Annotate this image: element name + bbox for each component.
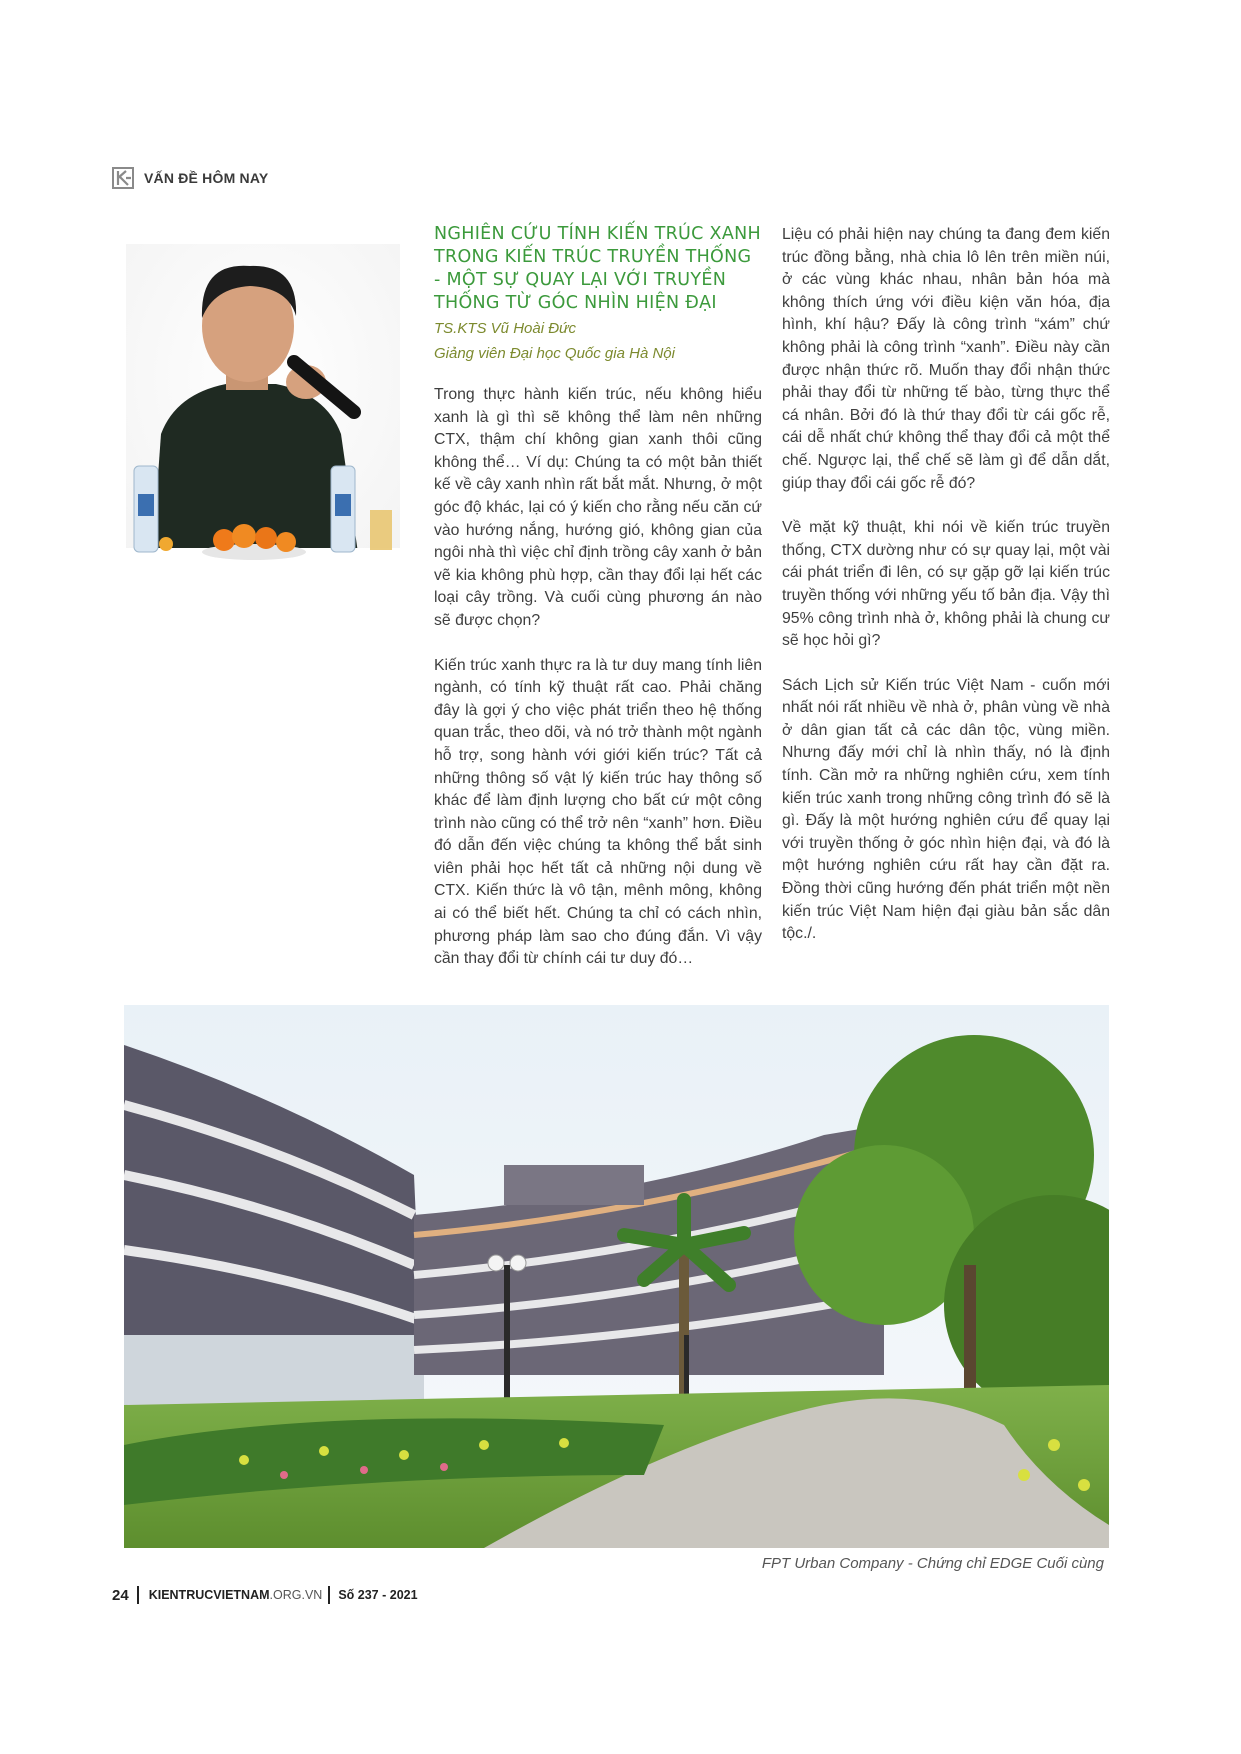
kt-logo-icon	[112, 167, 134, 189]
site-domain: .ORG.VN	[269, 1588, 323, 1602]
issue-number: Số 237 - 2021	[338, 1588, 418, 1602]
body-column-1	[434, 384, 762, 993]
paragraph: Liệu có phải hiện nay chúng ta đang đem kiến trúc đồng bằng, nhà chia lô lên trên miền núi, ở các vùng khác nhau, nhân bản hóa mà không thích ứng với điều kiện văn hóa, địa hình, khí hậu? Đấy là công trình “xám” chứ không phải là công trình “xanh”. Điều này cần được nhận thức rõ. Muốn thay đổi nhận thức phải thay đổi từ những tế bào, từng thực thể cá nhân. Bởi đó là thứ thay đổi từ cái gốc rễ, cái dễ nhất chứ không thể thay đổi cả một thể chế. Ngược lại, thể chế sẽ làm gì để dẫn dắt, giúp thay đổi cái gốc rễ đó?	[782, 226, 1110, 492]
author-role: Giảng viên Đại học Quốc gia Hà Nội	[434, 345, 675, 362]
photo-caption: FPT Urban Company - Chứng chỉ EDGE Cuối cùng	[761, 1555, 1104, 1572]
page-number: 24	[112, 1586, 129, 1604]
paragraph: Sách Lịch sử Kiến trúc Việt Nam - cuốn mới nhất nói rất nhiều về nhà ở, phân vùng về nhà ở dân gian tất cả các dân tộc, vùng miền. Nhưng đấy mới chỉ là nhìn thấy, nó là định tính. Cần mở ra những nghiên cứu, xem tính kiến trúc xanh trong những công trình đó sẽ là gì. Đấy là một hướng nghiên cứu để quay lại với truyền thống ở góc nhìn hiện đại, và đó là một hướng nghiên cứu rất hay cần đặt ra. Đồng thời cũng hướng đến phát triển một nền kiến trúc Việt Nam hiện đại giàu bản sắc dân tộc./.	[782, 676, 1110, 943]
page-footer	[112, 1584, 418, 1606]
paragraph: Về mặt kỹ thuật, khi nói về kiến trúc truyền thống, CTX dường như có sự quay lại, một vài cái phát triển đi lên, có sự gặp gỡ lại kiến trúc truyền thống với những yếu tố bản địa. Vậy thì 95% công trình nhà ở, không phải là chung cư sẽ học hỏi gì?	[782, 519, 1110, 650]
site-name	[139, 1588, 329, 1602]
paragraph: Kiến trúc xanh thực ra là tư duy mang tính liên ngành, có tính kỹ thuật rất cao. Phải chăng đây là gợi ý cho việc phát triển theo hệ thống quan trắc, theo dõi, và nó trở thành một ngành hỗ trợ, song hành với giới kiến trúc? Tất cả những thông số vật lý kiến trúc hay thông số khác để làm định lượng cho bất cứ một công trình nào cũng có thể trở nên “xanh” hơn. Điều đó dẫn đến việc chúng ta không thể bắt sinh viên phải học hết tất cả những nội dung về CTX. Kiến thức là vô tận, mênh mông, không ai có thể biết hết. Chúng ta chỉ có cách nhìn, phương pháp làm sao cho đúng đắn. Vì vậy cần thay đổi từ chính cái tư duy đó…	[434, 656, 762, 968]
article-heading	[434, 223, 762, 365]
body-column-2	[782, 224, 1110, 968]
section-label: VẤN ĐỀ HÔM NAY	[144, 170, 269, 186]
campus-building-photo	[124, 1005, 1109, 1548]
section-header	[112, 166, 268, 190]
article-title: NGHIÊN CỨU TÍNH KIẾN TRÚC XANH TRONG KIẾN TRÚC TRUYỀN THỐNG - MỘT SỰ QUAY LẠI VỚI TRUYỀN THỐNG TỪ GÓC NHÌN HIỆN ĐẠI	[434, 224, 761, 313]
paragraph: Trong thực hành kiến trúc, nếu không hiểu xanh là gì thì sẽ không thể làm nên những CTX, thậm chí không gian xanh thôi cũng không thể… Ví dụ: Chúng ta có một bản thiết kế về cây xanh nhìn rất bắt mắt. Nhưng, ở một góc độ khác, lại có ý kiến cho rằng nếu căn cứ vào hướng nắng, hướng gió, không gian của ngôi nhà thì việc chỉ định trồng cây xanh ở bản vẽ kia không phù hợp, cần thay đổi lại hết các loại cây trồng. Và cuối cùng phương án nào sẽ được chọn?	[434, 386, 762, 629]
site-name-text: KIENTRUCVIETNAM	[148, 1588, 270, 1602]
author-name: TS.KTS Vũ Hoài Đức	[434, 320, 577, 337]
author-portrait-photo	[126, 244, 400, 574]
